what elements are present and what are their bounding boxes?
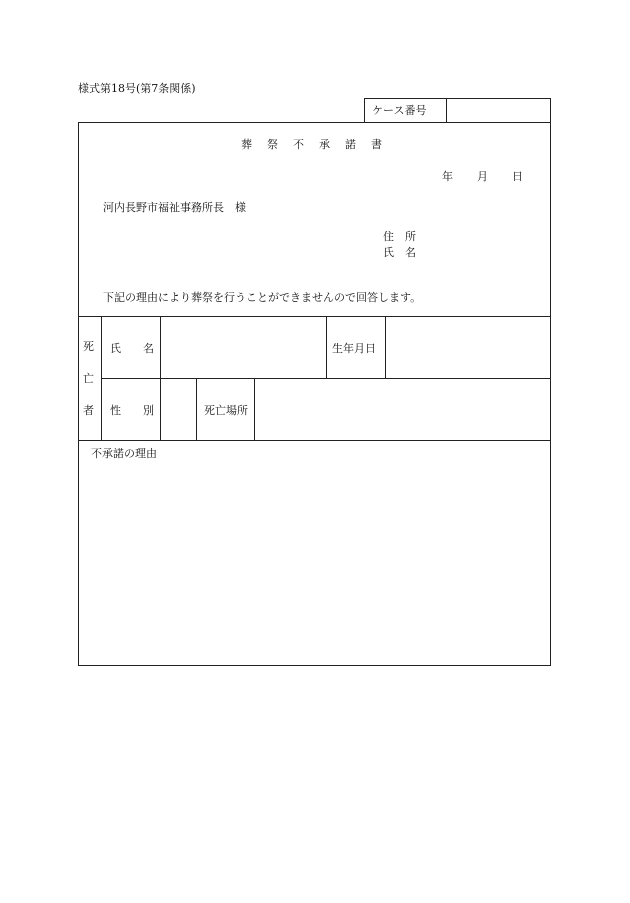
applicant-name-label: 氏 名 [383,246,416,259]
name-value-divider [326,316,327,378]
deceased-death-place-field[interactable] [255,379,550,440]
deceased-label-char-3: 者 [83,404,94,417]
applicant-address-label: 住 所 [383,230,416,243]
case-number-label: ケース番号 [372,104,427,117]
deceased-birthdate-field[interactable] [386,317,550,378]
deceased-name-field[interactable] [161,317,326,378]
form-number: 様式第18号(第7条関係) [78,82,196,95]
date-day-label: 日 [512,170,523,183]
reason-field[interactable] [79,463,550,665]
table-bottom-line [78,440,551,441]
section-divider [101,316,102,440]
date-year-label: 年 [442,170,453,183]
deceased-label-char-1: 死 [83,340,94,353]
deceased-name-label: 氏 名 [110,342,154,355]
reason-label: 不承諾の理由 [91,447,157,460]
addressee: 河内長野市福祉事務所長 様 [103,201,246,214]
deceased-death-place-label: 死亡場所 [204,404,248,417]
deceased-gender-label: 性 別 [110,404,154,417]
statement: 下記の理由により葬祭を行うことができませんので回答します。 [103,291,422,304]
document-title: 葬祭不承諾書 [241,138,397,151]
deceased-section-label [83,340,94,417]
case-number-divider [446,98,447,123]
gender-value-divider [196,378,197,440]
date-month-label: 月 [477,170,488,183]
deceased-birthdate-label: 生年月日 [332,342,376,355]
deceased-label-char-2: 亡 [83,372,94,385]
deceased-gender-field[interactable] [161,379,196,440]
